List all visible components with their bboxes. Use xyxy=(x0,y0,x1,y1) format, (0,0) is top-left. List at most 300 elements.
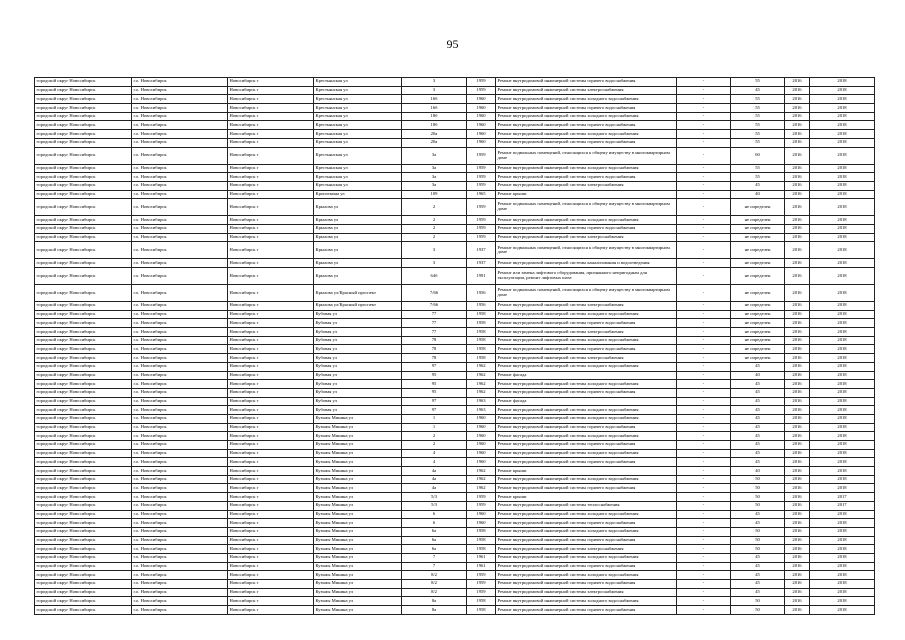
start-year-cell: 2016 xyxy=(785,493,810,502)
end-year-cell: 2018 xyxy=(810,242,875,259)
work-type-cell: Ремонт внутридомовой инженерной системы электроснабжения xyxy=(496,328,677,337)
house-cell: 2 xyxy=(402,224,467,233)
value-cell: не определен xyxy=(731,199,785,216)
municipality-cell: городской округ Новосибирск xyxy=(35,224,132,233)
municipality-cell: городской округ Новосибирск xyxy=(35,121,132,130)
house-cell: 4а xyxy=(402,475,467,484)
municipality-cell: городской округ Новосибирск xyxy=(35,242,132,259)
end-year-cell: 2018 xyxy=(810,319,875,328)
city-cell: Новосибирск г xyxy=(228,562,314,571)
house-cell: 4 xyxy=(402,449,467,458)
start-year-cell: 2016 xyxy=(785,173,810,182)
year-built-cell: 1959 xyxy=(467,233,496,242)
value-cell: 45 xyxy=(731,414,785,423)
district-cell: г.о. Новосибирск xyxy=(132,388,228,397)
year-built-cell: 1960 xyxy=(467,112,496,121)
work-type-cell: Ремонт внутридомовой инженерной системы электроснабжения xyxy=(496,233,677,242)
city-cell: Новосибирск г xyxy=(228,78,314,87)
start-year-cell: 2016 xyxy=(785,104,810,113)
year-built-cell: 1958 xyxy=(467,354,496,363)
end-year-cell: 2018 xyxy=(810,406,875,415)
note-cell: - xyxy=(677,397,731,406)
district-cell: г.о. Новосибирск xyxy=(132,345,228,354)
start-year-cell: 2016 xyxy=(785,519,810,528)
table-row xyxy=(35,345,875,354)
value-cell: не определен xyxy=(731,224,785,233)
district-cell: г.о. Новосибирск xyxy=(132,493,228,502)
municipality-cell: городской округ Новосибирск xyxy=(35,571,132,580)
work-type-cell: Ремонт внутридомовой инженерной системы холодного водоснабжения xyxy=(496,362,677,371)
street-cell: Кубовая ул xyxy=(314,388,402,397)
district-cell: г.о. Новосибирск xyxy=(132,268,228,285)
year-built-cell: 1961 xyxy=(467,562,496,571)
house-cell: 8а xyxy=(402,597,467,606)
start-year-cell: 2016 xyxy=(785,406,810,415)
note-cell: - xyxy=(677,536,731,545)
table-row xyxy=(35,216,875,225)
work-type-cell: Ремонт внутридомовой инженерной системы электроснабжения xyxy=(496,302,677,311)
municipality-cell: городской округ Новосибирск xyxy=(35,406,132,415)
city-cell: Новосибирск г xyxy=(228,104,314,113)
start-year-cell: 2016 xyxy=(785,432,810,441)
year-built-cell: 1959 xyxy=(467,216,496,225)
end-year-cell: 2018 xyxy=(810,467,875,476)
city-cell: Новосибирск г xyxy=(228,467,314,476)
city-cell: Новосибирск г xyxy=(228,545,314,554)
year-built-cell: 1958 xyxy=(467,345,496,354)
year-built-cell: 1962 xyxy=(467,362,496,371)
end-year-cell: 2018 xyxy=(810,580,875,589)
note-cell: - xyxy=(677,181,731,190)
district-cell: г.о. Новосибирск xyxy=(132,285,228,302)
district-cell: г.о. Новосибирск xyxy=(132,259,228,268)
district-cell: г.о. Новосибирск xyxy=(132,380,228,389)
work-type-cell: Ремонт крыши xyxy=(496,190,677,199)
end-year-cell: 2018 xyxy=(810,588,875,597)
end-year-cell: 2017 xyxy=(810,501,875,510)
value-cell: 55 xyxy=(731,121,785,130)
table-row xyxy=(35,259,875,268)
note-cell: - xyxy=(677,242,731,259)
end-year-cell: 2018 xyxy=(810,181,875,190)
city-cell: Новосибирск г xyxy=(228,606,314,615)
district-cell: г.о. Новосибирск xyxy=(132,310,228,319)
house-cell: 8а xyxy=(402,606,467,615)
note-cell: - xyxy=(677,319,731,328)
value-cell: 50 xyxy=(731,484,785,493)
street-cell: Кубовая ул xyxy=(314,354,402,363)
city-cell: Новосибирск г xyxy=(228,362,314,371)
value-cell: 50 xyxy=(731,536,785,545)
work-type-cell: Ремонт внутридомовой инженерной системы электроснабжения xyxy=(496,86,677,95)
table-row xyxy=(35,493,875,502)
house-cell: 3а xyxy=(402,181,467,190)
house-cell: 20а xyxy=(402,138,467,147)
work-type-cell: Ремонт внутридомовой инженерной системы горячего водоснабжения xyxy=(496,441,677,450)
city-cell: Новосибирск г xyxy=(228,242,314,259)
table-row xyxy=(35,328,875,337)
value-cell: не определен xyxy=(731,302,785,311)
city-cell: Новосибирск г xyxy=(228,138,314,147)
house-cell: 4а xyxy=(402,467,467,476)
house-cell: 4а xyxy=(402,484,467,493)
start-year-cell: 2016 xyxy=(785,380,810,389)
year-built-cell: 1956 xyxy=(467,302,496,311)
table-row xyxy=(35,510,875,519)
municipality-cell: городской округ Новосибирск xyxy=(35,501,132,510)
house-cell: 97 xyxy=(402,397,467,406)
value-cell: не определен xyxy=(731,345,785,354)
street-cell: Крылова ул/Красный проспект xyxy=(314,285,402,302)
house-cell: 2 xyxy=(402,441,467,450)
year-built-cell: 1960 xyxy=(467,130,496,139)
start-year-cell: 2016 xyxy=(785,597,810,606)
note-cell: - xyxy=(677,121,731,130)
house-cell: 78 xyxy=(402,354,467,363)
house-cell: 78 xyxy=(402,345,467,354)
note-cell: - xyxy=(677,606,731,615)
work-type-cell: Ремонт внутридомовой инженерной системы электроснабжения xyxy=(496,354,677,363)
work-type-cell: Ремонт внутридомовой инженерной системы горячего водоснабжения xyxy=(496,519,677,528)
house-cell: 18б xyxy=(402,121,467,130)
start-year-cell: 2016 xyxy=(785,371,810,380)
city-cell: Новосибирск г xyxy=(228,406,314,415)
note-cell: - xyxy=(677,414,731,423)
note-cell: - xyxy=(677,354,731,363)
city-cell: Новосибирск г xyxy=(228,164,314,173)
district-cell: г.о. Новосибирск xyxy=(132,164,228,173)
city-cell: Новосибирск г xyxy=(228,285,314,302)
municipality-cell: городской округ Новосибирск xyxy=(35,519,132,528)
note-cell: - xyxy=(677,371,731,380)
house-cell: 4 xyxy=(402,458,467,467)
house-cell: 7/66 xyxy=(402,285,467,302)
note-cell: - xyxy=(677,519,731,528)
city-cell: Новосибирск г xyxy=(228,510,314,519)
city-cell: Новосибирск г xyxy=(228,536,314,545)
value-cell: 55 xyxy=(731,130,785,139)
house-cell: 97 xyxy=(402,362,467,371)
start-year-cell: 2016 xyxy=(785,475,810,484)
municipality-cell: городской округ Новосибирск xyxy=(35,310,132,319)
street-cell: Кубовая ул xyxy=(314,397,402,406)
start-year-cell: 2016 xyxy=(785,259,810,268)
start-year-cell: 2016 xyxy=(785,588,810,597)
city-cell: Новосибирск г xyxy=(228,588,314,597)
year-built-cell: 1958 xyxy=(467,310,496,319)
value-cell: 45 xyxy=(731,388,785,397)
table-row xyxy=(35,78,875,87)
house-cell: 7 xyxy=(402,562,467,571)
table-row xyxy=(35,147,875,164)
note-cell: - xyxy=(677,510,731,519)
work-type-cell: Ремонт внутридомовой инженерной системы горячего водоснабжения xyxy=(496,423,677,432)
district-cell: г.о. Новосибирск xyxy=(132,588,228,597)
street-cell: Крестьянская ул xyxy=(314,173,402,182)
start-year-cell: 2016 xyxy=(785,302,810,311)
end-year-cell: 2018 xyxy=(810,173,875,182)
street-cell: Кузьмы Минина ул xyxy=(314,588,402,597)
end-year-cell: 2017 xyxy=(810,493,875,502)
house-cell: 77 xyxy=(402,328,467,337)
work-type-cell: Ремонт внутридомовой инженерной системы горячего водоснабжения xyxy=(496,224,677,233)
value-cell: 45 xyxy=(731,441,785,450)
work-type-cell: Ремонт внутридомовой инженерной системы холодного водоснабжения xyxy=(496,432,677,441)
house-cell: 5/3 xyxy=(402,501,467,510)
municipality-cell: городской округ Новосибирск xyxy=(35,414,132,423)
work-type-cell: Ремонт крыши xyxy=(496,493,677,502)
year-built-cell: 1960 xyxy=(467,95,496,104)
house-cell: 8/2 xyxy=(402,571,467,580)
value-cell: 45 xyxy=(731,362,785,371)
year-built-cell: 1958 xyxy=(467,328,496,337)
start-year-cell: 2016 xyxy=(785,285,810,302)
city-cell: Новосибирск г xyxy=(228,259,314,268)
city-cell: Новосибирск г xyxy=(228,86,314,95)
municipality-cell: городской округ Новосибирск xyxy=(35,336,132,345)
work-type-cell: Ремонт подвальных помещений, относящихся к общему имуществу в многоквартирном доме xyxy=(496,285,677,302)
house-cell: 8/2 xyxy=(402,580,467,589)
municipality-cell: городской округ Новосибирск xyxy=(35,388,132,397)
end-year-cell: 2018 xyxy=(810,536,875,545)
city-cell: Новосибирск г xyxy=(228,371,314,380)
end-year-cell: 2018 xyxy=(810,302,875,311)
start-year-cell: 2016 xyxy=(785,310,810,319)
district-cell: г.о. Новосибирск xyxy=(132,354,228,363)
municipality-cell: городской округ Новосибирск xyxy=(35,78,132,87)
work-type-cell: Ремонт подвальных помещений, относящихся к общему имуществу в многоквартирном доме xyxy=(496,199,677,216)
end-year-cell: 2018 xyxy=(810,233,875,242)
table-row xyxy=(35,606,875,615)
work-type-cell: Ремонт внутридомовой инженерной системы холодного водоснабжения xyxy=(496,510,677,519)
city-cell: Новосибирск г xyxy=(228,336,314,345)
house-cell: 3а xyxy=(402,164,467,173)
work-type-cell: Ремонт внутридомовой инженерной системы горячего водоснабжения xyxy=(496,138,677,147)
start-year-cell: 2016 xyxy=(785,86,810,95)
street-cell: Кузьмы Минина ул xyxy=(314,501,402,510)
start-year-cell: 2016 xyxy=(785,553,810,562)
year-built-cell: 1965 xyxy=(467,190,496,199)
value-cell: не определен xyxy=(731,285,785,302)
start-year-cell: 2016 xyxy=(785,414,810,423)
city-cell: Новосибирск г xyxy=(228,475,314,484)
city-cell: Новосибирск г xyxy=(228,302,314,311)
district-cell: г.о. Новосибирск xyxy=(132,597,228,606)
note-cell: - xyxy=(677,86,731,95)
start-year-cell: 2016 xyxy=(785,484,810,493)
city-cell: Новосибирск г xyxy=(228,553,314,562)
house-cell: 18б xyxy=(402,112,467,121)
table-row xyxy=(35,285,875,302)
note-cell: - xyxy=(677,449,731,458)
district-cell: г.о. Новосибирск xyxy=(132,199,228,216)
municipality-cell: городской округ Новосибирск xyxy=(35,216,132,225)
district-cell: г.о. Новосибирск xyxy=(132,432,228,441)
city-cell: Новосибирск г xyxy=(228,328,314,337)
table-row xyxy=(35,310,875,319)
work-type-cell: Ремонт внутридомовой инженерной системы горячего водоснабжения xyxy=(496,78,677,87)
start-year-cell: 2016 xyxy=(785,233,810,242)
value-cell: 55 xyxy=(731,112,785,121)
house-cell: 95 xyxy=(402,388,467,397)
house-cell: 16б xyxy=(402,95,467,104)
page-number: 95 xyxy=(446,37,459,51)
value-cell: 50 xyxy=(731,545,785,554)
year-built-cell: 1960 xyxy=(467,441,496,450)
end-year-cell: 2018 xyxy=(810,597,875,606)
note-cell: - xyxy=(677,336,731,345)
year-built-cell: 1962 xyxy=(467,475,496,484)
table-row xyxy=(35,224,875,233)
value-cell: 55 xyxy=(731,164,785,173)
district-cell: г.о. Новосибирск xyxy=(132,527,228,536)
district-cell: г.о. Новосибирск xyxy=(132,216,228,225)
note-cell: - xyxy=(677,562,731,571)
work-type-cell: Ремонт внутридомовой инженерной системы горячего водоснабжения xyxy=(496,580,677,589)
note-cell: - xyxy=(677,362,731,371)
house-cell: 95 xyxy=(402,371,467,380)
end-year-cell: 2018 xyxy=(810,484,875,493)
district-cell: г.о. Новосибирск xyxy=(132,501,228,510)
street-cell: Кузьмы Минина ул xyxy=(314,606,402,615)
start-year-cell: 2016 xyxy=(785,199,810,216)
table-row xyxy=(35,319,875,328)
year-built-cell: 1960 xyxy=(467,423,496,432)
district-cell: г.о. Новосибирск xyxy=(132,130,228,139)
city-cell: Новосибирск г xyxy=(228,319,314,328)
street-cell: Кубовая ул xyxy=(314,371,402,380)
district-cell: г.о. Новосибирск xyxy=(132,121,228,130)
table-row xyxy=(35,571,875,580)
start-year-cell: 2016 xyxy=(785,580,810,589)
district-cell: г.о. Новосибирск xyxy=(132,571,228,580)
start-year-cell: 2016 xyxy=(785,164,810,173)
work-type-cell: Ремонт внутридомовой инженерной системы холодного водоснабжения xyxy=(496,95,677,104)
value-cell: 55 xyxy=(731,138,785,147)
start-year-cell: 2016 xyxy=(785,606,810,615)
start-year-cell: 2016 xyxy=(785,441,810,450)
city-cell: Новосибирск г xyxy=(228,130,314,139)
municipality-cell: городской округ Новосибирск xyxy=(35,181,132,190)
street-cell: Кузьмы Минина ул xyxy=(314,423,402,432)
work-type-cell: Ремонт внутридомовой инженерной системы канализования и водоотведения xyxy=(496,259,677,268)
note-cell: - xyxy=(677,130,731,139)
municipality-cell: городской округ Новосибирск xyxy=(35,580,132,589)
start-year-cell: 2016 xyxy=(785,571,810,580)
year-built-cell: 1959 xyxy=(467,181,496,190)
street-cell: Крестьянская ул xyxy=(314,147,402,164)
table-row xyxy=(35,104,875,113)
municipality-cell: городской округ Новосибирск xyxy=(35,432,132,441)
district-cell: г.о. Новосибирск xyxy=(132,606,228,615)
end-year-cell: 2018 xyxy=(810,86,875,95)
house-cell: 1 xyxy=(402,414,467,423)
year-built-cell: 1960 xyxy=(467,458,496,467)
year-built-cell: 1962 xyxy=(467,371,496,380)
municipality-cell: городской округ Новосибирск xyxy=(35,606,132,615)
table-row xyxy=(35,371,875,380)
street-cell: Кузьмы Минина ул xyxy=(314,441,402,450)
street-cell: Крылова ул xyxy=(314,199,402,216)
city-cell: Новосибирск г xyxy=(228,233,314,242)
municipality-cell: городской округ Новосибирск xyxy=(35,138,132,147)
street-cell: Кузьмы Минина ул xyxy=(314,597,402,606)
table-row xyxy=(35,138,875,147)
start-year-cell: 2016 xyxy=(785,336,810,345)
city-cell: Новосибирск г xyxy=(228,501,314,510)
district-cell: г.о. Новосибирск xyxy=(132,519,228,528)
year-built-cell: 1959 xyxy=(467,86,496,95)
table-row xyxy=(35,545,875,554)
city-cell: Новосибирск г xyxy=(228,224,314,233)
end-year-cell: 2018 xyxy=(810,104,875,113)
house-cell: 16б xyxy=(402,104,467,113)
city-cell: Новосибирск г xyxy=(228,432,314,441)
district-cell: г.о. Новосибирск xyxy=(132,484,228,493)
note-cell: - xyxy=(677,328,731,337)
note-cell: - xyxy=(677,475,731,484)
repair-schedule-table xyxy=(34,77,875,615)
end-year-cell: 2018 xyxy=(810,336,875,345)
value-cell: не определен xyxy=(731,259,785,268)
district-cell: г.о. Новосибирск xyxy=(132,475,228,484)
municipality-cell: городской округ Новосибирск xyxy=(35,597,132,606)
note-cell: - xyxy=(677,423,731,432)
year-built-cell: 1958 xyxy=(467,319,496,328)
table-row xyxy=(35,449,875,458)
work-type-cell: Ремонт подвальных помещений, относящихся к общему имуществу в многоквартирном доме xyxy=(496,242,677,259)
table-row xyxy=(35,441,875,450)
year-built-cell: 1937 xyxy=(467,259,496,268)
district-cell: г.о. Новосибирск xyxy=(132,423,228,432)
municipality-cell: городской округ Новосибирск xyxy=(35,553,132,562)
municipality-cell: городской округ Новосибирск xyxy=(35,285,132,302)
value-cell: 50 xyxy=(731,527,785,536)
year-built-cell: 1959 xyxy=(467,173,496,182)
city-cell: Новосибирск г xyxy=(228,216,314,225)
note-cell: - xyxy=(677,259,731,268)
note-cell: - xyxy=(677,104,731,113)
house-cell: 78 xyxy=(402,336,467,345)
municipality-cell: городской округ Новосибирск xyxy=(35,354,132,363)
municipality-cell: городской округ Новосибирск xyxy=(35,493,132,502)
start-year-cell: 2016 xyxy=(785,190,810,199)
year-built-cell: 1959 xyxy=(467,588,496,597)
street-cell: Кубовая ул xyxy=(314,380,402,389)
house-cell: 6а xyxy=(402,527,467,536)
value-cell: 55 xyxy=(731,173,785,182)
year-built-cell: 1960 xyxy=(467,519,496,528)
street-cell: Кузьмы Минина ул xyxy=(314,519,402,528)
year-built-cell: 1958 xyxy=(467,336,496,345)
note-cell: - xyxy=(677,458,731,467)
table-row xyxy=(35,501,875,510)
table-row xyxy=(35,233,875,242)
municipality-cell: городской округ Новосибирск xyxy=(35,233,132,242)
work-type-cell: Ремонт внутридомовой инженерной системы холодного водоснабжения xyxy=(496,449,677,458)
street-cell: Кубовая ул xyxy=(314,328,402,337)
city-cell: Новосибирск г xyxy=(228,268,314,285)
value-cell: не определен xyxy=(731,354,785,363)
start-year-cell: 2016 xyxy=(785,242,810,259)
city-cell: Новосибирск г xyxy=(228,519,314,528)
municipality-cell: городской округ Новосибирск xyxy=(35,112,132,121)
value-cell: 40 xyxy=(731,371,785,380)
house-cell: 8/2 xyxy=(402,588,467,597)
table-row xyxy=(35,302,875,311)
value-cell: 45 xyxy=(731,510,785,519)
value-cell: 45 xyxy=(731,588,785,597)
